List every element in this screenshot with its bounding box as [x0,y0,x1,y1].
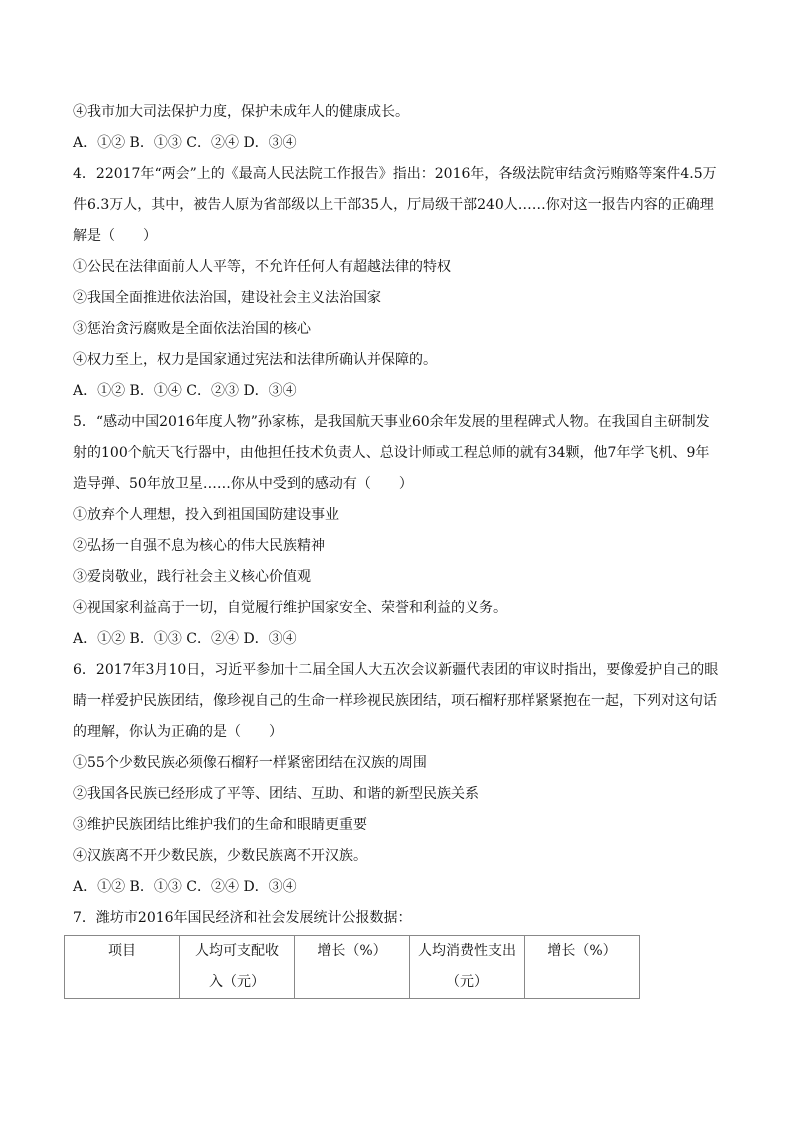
header-expenditure-line-1: 人均消费性支出 [418,943,516,959]
q5-answer-choices: A．①② B．①③ C．②④ D．③④ [73,631,297,647]
q4-option-2: ②我国全面推进依法治国，建设社会主义法治国家 [73,290,381,306]
statistics-table [64,935,640,999]
q3-option-4: ④我市加大司法保护力度，保护未成年人的健康成长。 [73,104,409,120]
q6-stem-line-3: 的理解，你认为正确的是（ ） [73,724,283,740]
q6-option-4: ④汉族离不开少数民族，少数民族离不开汉族。 [73,848,367,864]
q4-option-1: ①公民在法律面前人人平等，不允许任何人有超越法律的特权 [73,259,451,275]
header-item [65,936,180,999]
q6-answer-choices: A．①② B．①③ C．②④ D．③④ [73,879,297,895]
q5-stem-line-1: 5．“感动中国2016年度人物”孙家栋，是我国航天事业60余年发展的里程碑式人物。在我国自主研制发 [73,414,710,430]
table-row [65,936,640,999]
q6-option-1: ①55个少数民族必须像石榴籽一样紧密团结在汉族的周围 [73,755,427,771]
q6-option-3: ③维护民族团结比维护我们的生命和眼睛更重要 [73,817,367,833]
q6-option-2: ②我国各民族已经形成了平等、团结、互助、和谐的新型民族关系 [73,786,479,802]
q6-stem-line-1: 6．2017年3月10日，习近平参加十二届全国人大五次会议新疆代表团的审议时指出，要像爱护自己的眼 [73,662,719,678]
q4-answer-choices: A．①② B．①④ C．②③ D．③④ [73,383,297,399]
header-income-line-2: 入（元） [209,974,265,990]
header-expenditure-line-2: （元） [446,974,488,990]
header-expenditure-growth [525,936,640,999]
q5-option-3: ③爱岗敬业，践行社会主义核心价值观 [73,569,311,585]
q5-option-4: ④视国家利益高于一切，自觉履行维护国家安全、荣誉和利益的义务。 [73,600,507,616]
q6-stem-line-2: 睛一样爱护民族团结，像珍视自己的生命一样珍视民族团结，项石榴籽那样紧紧抱在一起，下列对这句话 [73,693,717,709]
header-expenditure-growth-label: 增长（%） [547,943,617,959]
q7-stem: 7．潍坊市2016年国民经济和社会发展统计公报数据： [73,910,412,926]
q5-option-2: ②弘扬一自强不息为核心的伟大民族精神 [73,538,325,554]
q4-stem-line-3: 解是（ ） [73,228,157,244]
q3-answer-choices: A．①② B．①③ C．②④ D．③④ [73,135,297,151]
q4-option-3: ③惩治贪污腐败是全面依法治国的核心 [73,321,311,337]
q4-stem-line-2: 件6.3万人，其中，被告人原为省部级以上干部35人，厅局级干部240人……你对这一报告内容的正确理 [73,197,714,213]
q5-stem-line-3: 造导弹、50年放卫星……你从中受到的感动有（ ） [73,476,413,492]
q5-stem-line-2: 射的100个航天飞行器中，由他担任技术负责人、总设计师或工程总师的就有34颗，他7年学飞机、9年 [73,445,710,461]
header-expenditure [410,936,525,999]
header-income [180,936,295,999]
header-income-line-1: 人均可支配收 [195,943,279,959]
header-item-label: 项目 [108,943,136,959]
q4-option-4: ④权力至上，权力是国家通过宪法和法律所确认并保障的。 [73,352,437,368]
header-income-growth-label: 增长（%） [317,943,387,959]
header-income-growth [295,936,410,999]
q5-option-1: ①放弃个人理想，投入到祖国国防建设事业 [73,507,339,523]
q4-stem-line-1: 4．22017年“两会”上的《最高人民法院工作报告》指出：2016年，各级法院审结贪污贿赂等案件4.5万 [73,166,717,182]
